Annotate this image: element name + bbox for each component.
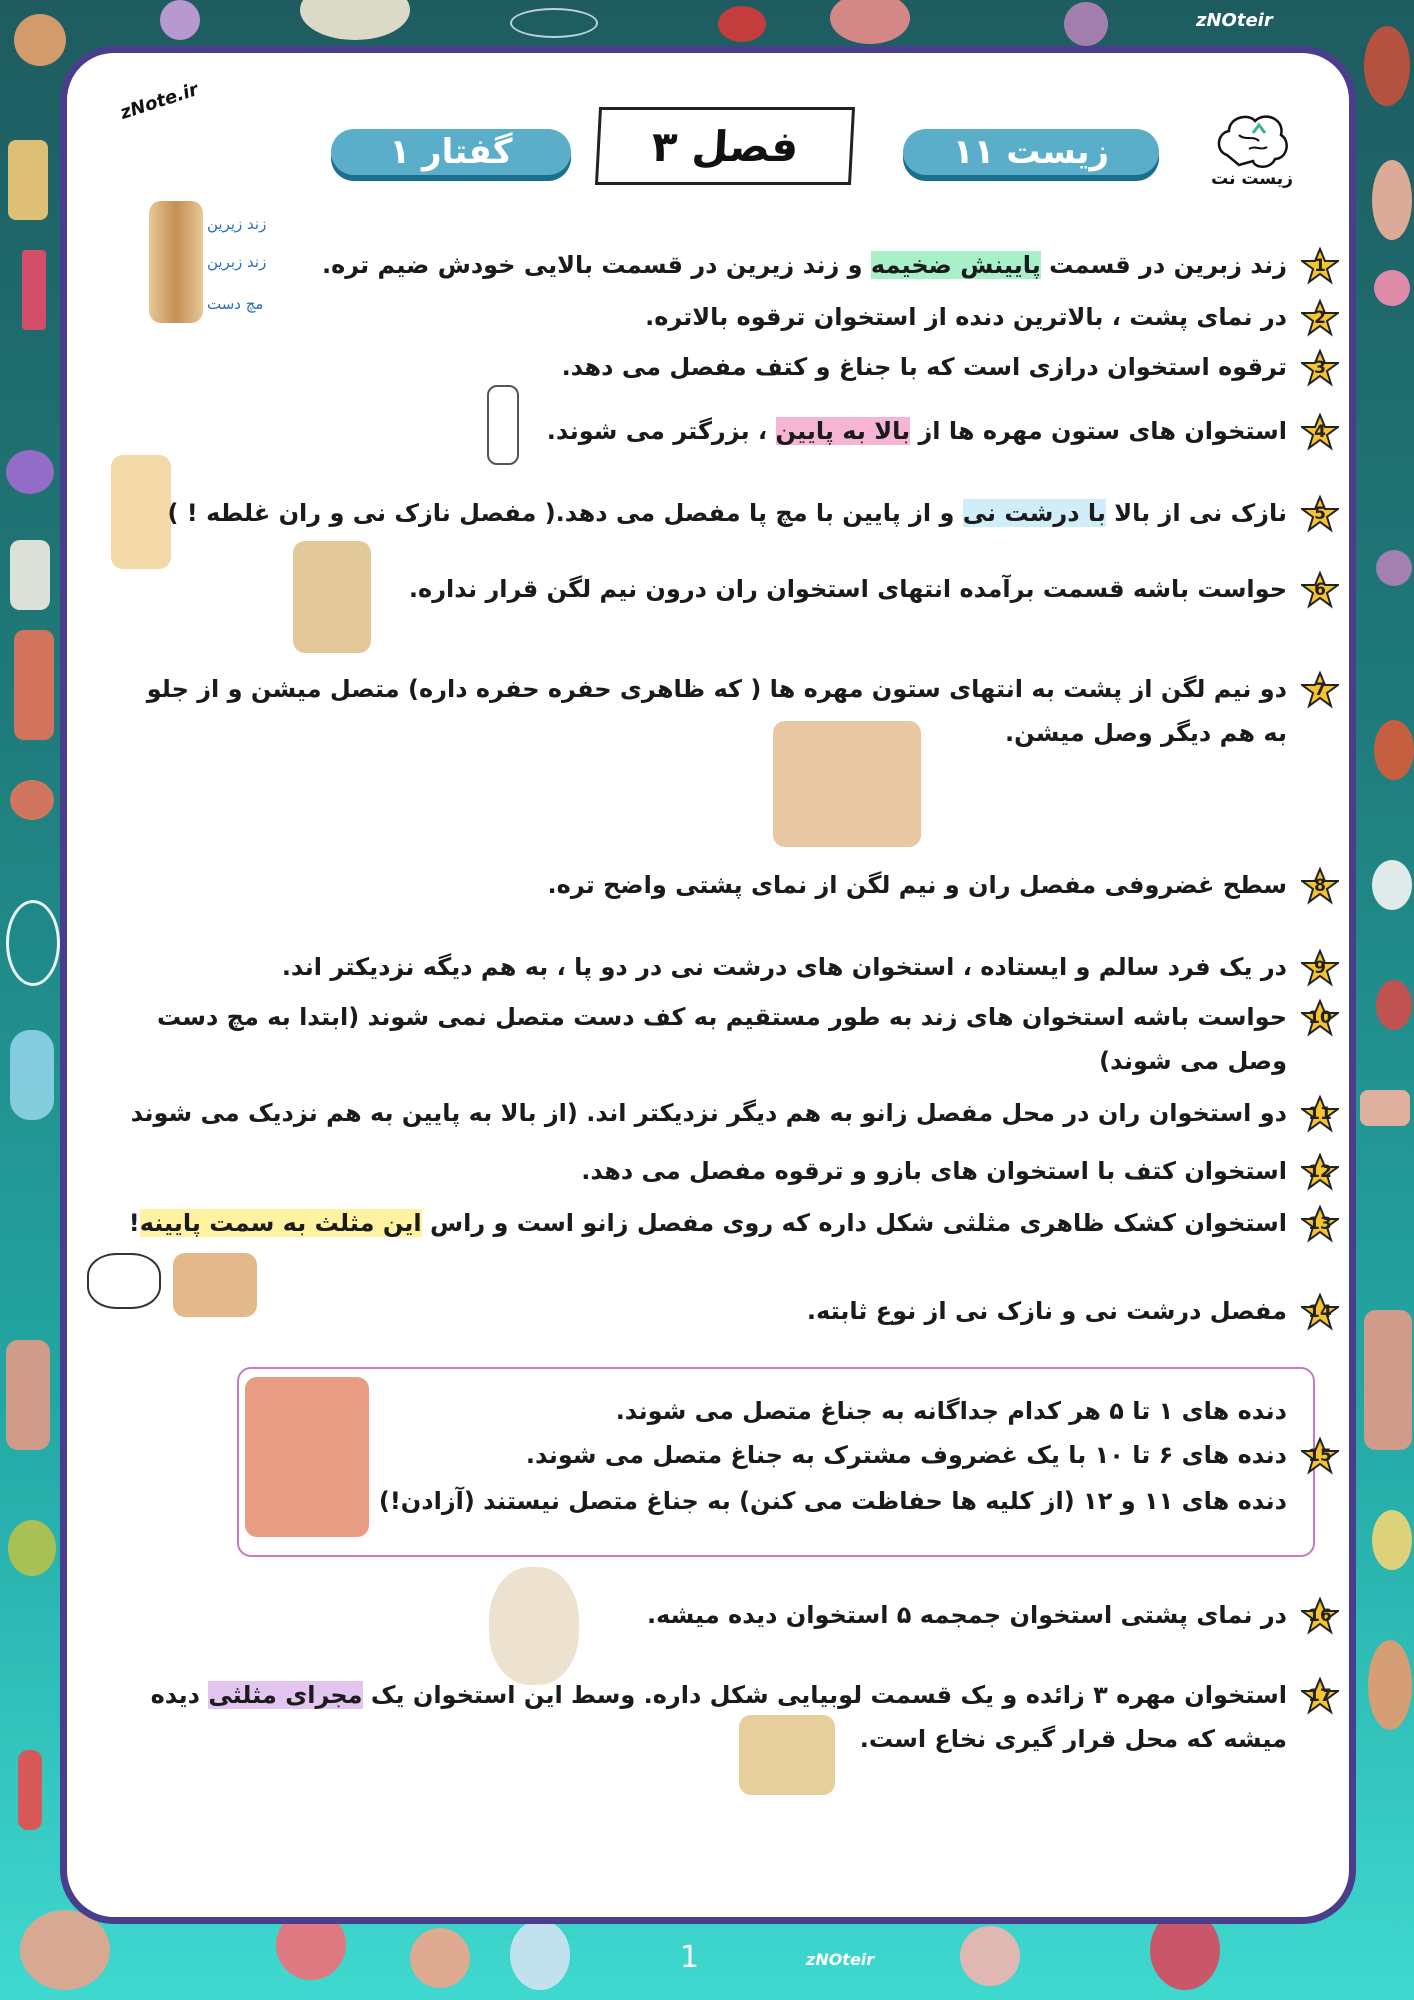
number-badge-11	[1301, 1095, 1339, 1133]
number-badge-15	[1301, 1437, 1339, 1475]
note-item-9: در یک فرد سالم و ایستاده ، استخوان های درشت نی در دو پا ، به هم دیگه نزدیکتر اند.	[281, 953, 1287, 981]
decor-flower-icon	[1372, 860, 1412, 910]
number-badge-4-label: 4	[1314, 422, 1326, 442]
number-badge-6-label: 6	[1314, 580, 1326, 600]
note-item-17-text-b: دیده میشه که محل قرار گیری نخاع است.	[150, 1681, 1287, 1753]
note-item-5-text-a: نازک نی از بالا	[1105, 499, 1287, 527]
note-item-1-text-b: و زند زیرین در قسمت بالایی خودش ضیم تره.	[321, 251, 871, 279]
decor-kidney2-icon	[1374, 720, 1414, 780]
decor-neuron2-icon	[14, 630, 54, 740]
note-item-7: دو نیم لگن از پشت به انتهای ستون مهره ها ( که ظاهری حفره حفره داره) متصل میشن و از جلو به هم دیگر وصل میشن.	[146, 675, 1287, 747]
note-item-4-highlight: بالا به پایین	[775, 417, 911, 445]
decor-intestine-icon	[1368, 1640, 1412, 1730]
number-badge-10	[1301, 999, 1339, 1037]
number-badge-16-label: 16	[1308, 1606, 1332, 1626]
note-item-4	[547, 409, 1287, 453]
number-badge-2	[1301, 299, 1339, 337]
number-badge-3-label: 3	[1314, 358, 1326, 378]
number-badge-12	[1301, 1153, 1339, 1191]
decor-ear-icon	[20, 1910, 110, 1990]
number-badge-5	[1301, 495, 1339, 533]
decor-stomach-icon	[1376, 980, 1412, 1030]
note-item-4-text-a: استخوان های ستون مهره ها از	[910, 417, 1287, 445]
note-item-17-highlight: مجرای مثلثی	[208, 1681, 363, 1709]
decor-thyroid-icon	[1372, 160, 1412, 240]
patella-figure	[173, 1253, 257, 1317]
note-item-13-text-b: !	[128, 1209, 140, 1237]
note-item-16: در نمای پشتی استخوان جمجمه ۵ استخوان دیده میشه.	[646, 1601, 1287, 1629]
decor-rocket-icon	[18, 1750, 42, 1830]
chapter-title: فصل ۳	[595, 107, 855, 185]
number-badge-6	[1301, 571, 1339, 609]
note-item-1-highlight: پایینش ضخیمه	[870, 251, 1041, 279]
number-badge-1	[1301, 247, 1339, 285]
hip-joint-figure	[293, 541, 371, 653]
note-page	[60, 46, 1356, 1924]
forearm-label-ulna-2: زند زبرین	[207, 253, 267, 271]
forearm-label-ulna-1: زند زیرین	[207, 215, 267, 233]
decor-body2-icon	[1364, 1310, 1412, 1450]
decor-cell5-icon	[1374, 270, 1410, 306]
note-item-14: مفصل درشت نی و نازک نی از نوع ثابته.	[806, 1297, 1287, 1325]
note-item-1	[322, 243, 1287, 287]
decor-dna-icon	[22, 250, 46, 330]
number-badge-2-label: 2	[1314, 308, 1326, 328]
decor-brain-icon	[300, 0, 410, 40]
logo-text: زیست نت	[1211, 169, 1293, 189]
number-badge-15-label: 15	[1308, 1446, 1332, 1466]
lesson-pill: گفتار ۱	[331, 129, 571, 175]
patella-sketch-figure	[87, 1253, 161, 1309]
page-number: 1	[680, 1940, 700, 1975]
note-item-13-text-a: استخوان کشک ظاهری مثلثی شکل داره که روی مفصل زانو است و راس	[421, 1209, 1287, 1237]
note-item-10: حواست باشه استخوان های زند به طور مستقیم به کف دست متصل نمی شوند (ابتدا به مچ دست وصل می شوند)	[156, 1003, 1287, 1075]
decor-kidney-icon	[1364, 26, 1410, 106]
decor-cell3-icon	[10, 1030, 54, 1120]
number-badge-17	[1301, 1677, 1339, 1715]
decor-teeth-icon	[1360, 1090, 1410, 1126]
number-badge-14-label: 14	[1308, 1302, 1332, 1322]
number-badge-12-label: 12	[1308, 1162, 1332, 1182]
note-item-15-line-2: دنده های ۶ تا ۱۰ با یک غضروف مشترک به جناغ متصل می شوند.	[525, 1441, 1287, 1469]
note-item-5	[167, 491, 1287, 535]
corner-tag: zNote.ir	[117, 79, 201, 124]
decor-cell4-icon	[8, 1520, 56, 1576]
vertebral-column-figure	[487, 385, 519, 465]
decor-cell2-icon	[1064, 2, 1108, 46]
decor-brain2-icon	[6, 450, 54, 494]
note-item-5-text-b: و از پایین با مچ پا مفصل می دهد.( مفصل نازک نی و ران غلطه ! )	[167, 499, 963, 527]
note-item-12: استخوان کتف با استخوان های بازو و ترقوه مفصل می دهد.	[581, 1157, 1287, 1185]
number-badge-4	[1301, 413, 1339, 451]
note-item-1-text-a: زند زبرین در قسمت	[1040, 251, 1287, 279]
decor-cell6-icon	[1376, 550, 1412, 586]
number-badge-9	[1301, 949, 1339, 987]
note-item-5-highlight: با درشت نی	[962, 499, 1106, 527]
number-badge-13-label: 13	[1308, 1214, 1332, 1234]
note-item-2: در نمای پشت ، بالاترین دنده از استخوان ترقوه بالاتره.	[645, 303, 1287, 331]
decor-joint-icon	[510, 1920, 570, 1990]
number-badge-1-label: 1	[1314, 256, 1326, 276]
decor-cell-icon	[160, 0, 200, 40]
number-badge-11-label: 11	[1308, 1104, 1332, 1124]
watermark-bottom: zNOteir	[806, 1950, 875, 1969]
subject-pill: زیست ۱۱	[903, 129, 1159, 175]
note-item-13	[129, 1201, 1287, 1245]
decor-lungs-icon	[830, 0, 910, 44]
number-badge-13	[1301, 1205, 1339, 1243]
number-badge-17-label: 17	[1308, 1686, 1332, 1706]
note-item-11: دو استخوان ران در محل مفصل زانو به هم دیگر نزدیکتر اند. (از بالا به پایین به هم نزدیک می شوند	[130, 1099, 1287, 1127]
decor-body-icon	[6, 1340, 50, 1450]
number-badge-8	[1301, 867, 1339, 905]
note-item-17	[137, 1673, 1287, 1761]
decor-organ-icon	[14, 14, 66, 66]
note-item-8: سطح غضروفی مفصل ران و نیم لگن از نمای پشتی واضح تره.	[547, 871, 1287, 899]
note-item-17-text-a: استخوان مهره ۳ زائده و یک قسمت لوبیایی شکل داره. وسط این استخوان یک	[362, 1681, 1287, 1709]
decor-seed-icon	[1372, 1510, 1412, 1570]
note-item-3: ترقوه استخوان درازی است که با جناغ و کتف مفصل می دهد.	[561, 353, 1287, 381]
decor-thyroid2-icon	[410, 1928, 470, 1988]
note-item-15-line-3: دنده های ۱۱ و ۱۲ (از کلیه ها حفاظت می کنن) به جناغ متصل نیستند (آزادن!)	[378, 1487, 1287, 1515]
knee-joint-figure	[111, 455, 171, 569]
watermark-top: zNOteir	[1196, 10, 1273, 31]
note-item-15-line-1: دنده های ۱ تا ۵ هر کدام جداگانه به جناغ متصل می شوند.	[615, 1397, 1287, 1425]
decor-neuron-icon	[8, 140, 48, 220]
decor-liver-icon	[6, 900, 60, 986]
number-badge-7-label: 7	[1314, 680, 1326, 700]
decor-eye-icon	[10, 780, 54, 820]
number-badge-3	[1301, 349, 1339, 387]
decor-fish-icon	[510, 8, 598, 38]
forearm-bones-figure	[149, 201, 203, 323]
skull-figure	[489, 1567, 579, 1685]
number-badge-7	[1301, 671, 1339, 709]
number-badge-8-label: 8	[1314, 876, 1326, 896]
number-badge-9-label: 9	[1314, 958, 1326, 978]
number-badge-5-label: 5	[1314, 504, 1326, 524]
number-badge-10-label: 10	[1308, 1008, 1332, 1028]
decor-thyroid3-icon	[960, 1926, 1020, 1986]
number-badge-16	[1301, 1597, 1339, 1635]
note-item-6: حواست باشه قسمت برآمده انتهای استخوان ران درون نیم لگن قرار نداره.	[408, 575, 1287, 603]
note-item-13-highlight: این مثلث به سمت پایینه	[139, 1209, 422, 1237]
forearm-label-wrist: مچ دست	[207, 295, 264, 313]
number-badge-14	[1301, 1293, 1339, 1331]
decor-synapse-icon	[10, 540, 50, 610]
decor-bloodcell-icon	[718, 6, 766, 42]
note-item-4-text-b: ، بزرگتر می شوند.	[546, 417, 776, 445]
